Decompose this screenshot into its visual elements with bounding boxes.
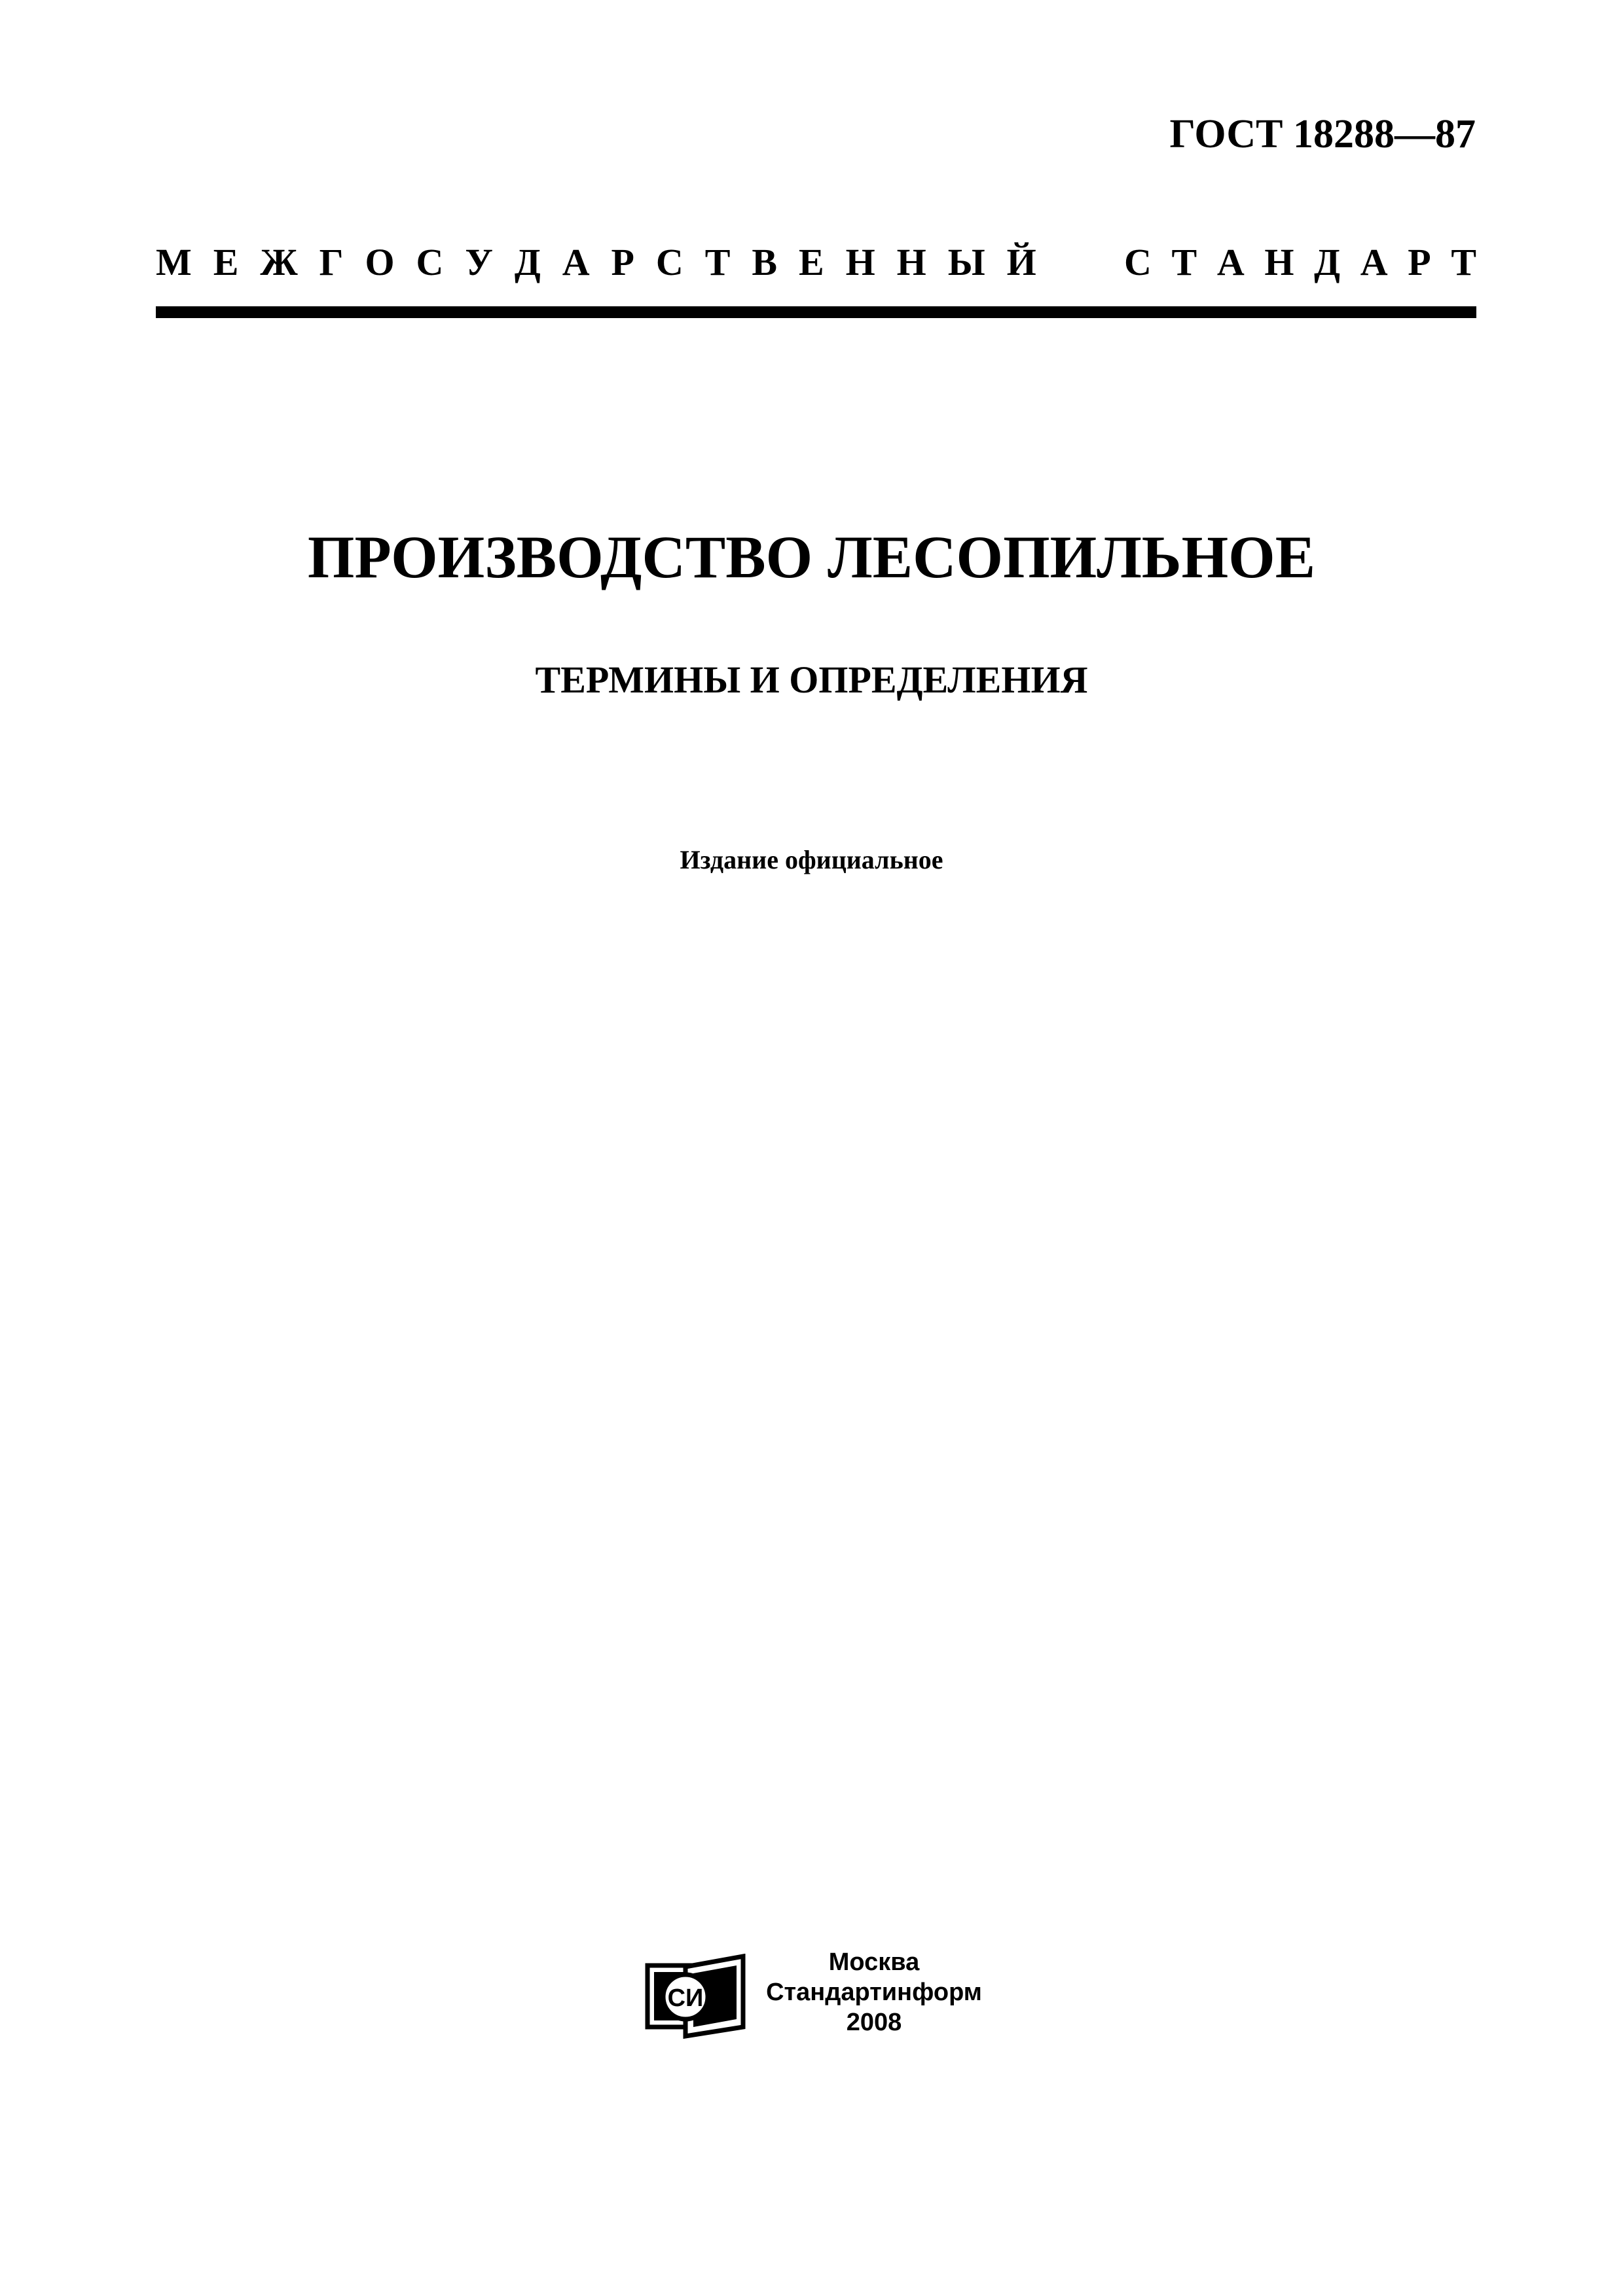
spaced-letter: Г xyxy=(319,240,344,283)
spaced-letter: Т xyxy=(1451,240,1476,283)
spaced-letter: А xyxy=(1216,240,1245,283)
spaced-letter: Р xyxy=(611,240,634,283)
publisher-city: Москва xyxy=(828,1948,920,1976)
spaced-letter: С xyxy=(416,240,444,283)
edition-label: Издание официальное xyxy=(680,845,943,874)
spaced-letter: Н xyxy=(845,240,875,283)
gost-number: ГОСТ 18288—87 xyxy=(1169,112,1476,156)
spaced-letter: С xyxy=(1124,240,1152,283)
standard-type-word-interstate xyxy=(156,240,1036,284)
standard-type-heading xyxy=(156,232,1476,291)
spaced-letter: Н xyxy=(896,240,926,283)
spaced-letter: Р xyxy=(1408,240,1431,283)
spaced-letter: Е xyxy=(798,240,824,283)
spaced-letter: О xyxy=(365,240,395,283)
spaced-letter: М xyxy=(156,240,192,283)
spaced-letter: Н xyxy=(1264,240,1294,283)
spaced-letter: У xyxy=(465,240,493,283)
spaced-letter: Е xyxy=(213,240,239,283)
publisher-name: Стандартинформ xyxy=(766,1979,982,2006)
publisher-block xyxy=(763,1947,985,2037)
spaced-letter: Ы xyxy=(947,240,985,283)
spaced-letter: В xyxy=(752,240,778,283)
publisher-logo-text: СИ xyxy=(667,1984,704,2012)
publisher-logo-icon xyxy=(645,1954,746,2039)
spaced-letter: С xyxy=(655,240,684,283)
spaced-letter: Ж xyxy=(260,240,298,283)
standard-type-word-standard xyxy=(1124,240,1476,284)
spaced-letter: А xyxy=(1360,240,1388,283)
spaced-letter: Т xyxy=(704,240,731,283)
publisher-year: 2008 xyxy=(846,2009,902,2036)
header-divider xyxy=(156,306,1476,318)
spaced-letter: Д xyxy=(1314,240,1341,283)
page-title: ПРОИЗВОДСТВО ЛЕСОПИЛЬНОЕ xyxy=(307,524,1316,590)
spaced-letter: Й xyxy=(1006,240,1036,283)
page-subtitle: ТЕРМИНЫ И ОПРЕДЕЛЕНИЯ xyxy=(535,658,1088,701)
spaced-letter: Т xyxy=(1171,240,1197,283)
spaced-letter: А xyxy=(562,240,590,283)
spaced-letter: Д xyxy=(514,240,541,283)
